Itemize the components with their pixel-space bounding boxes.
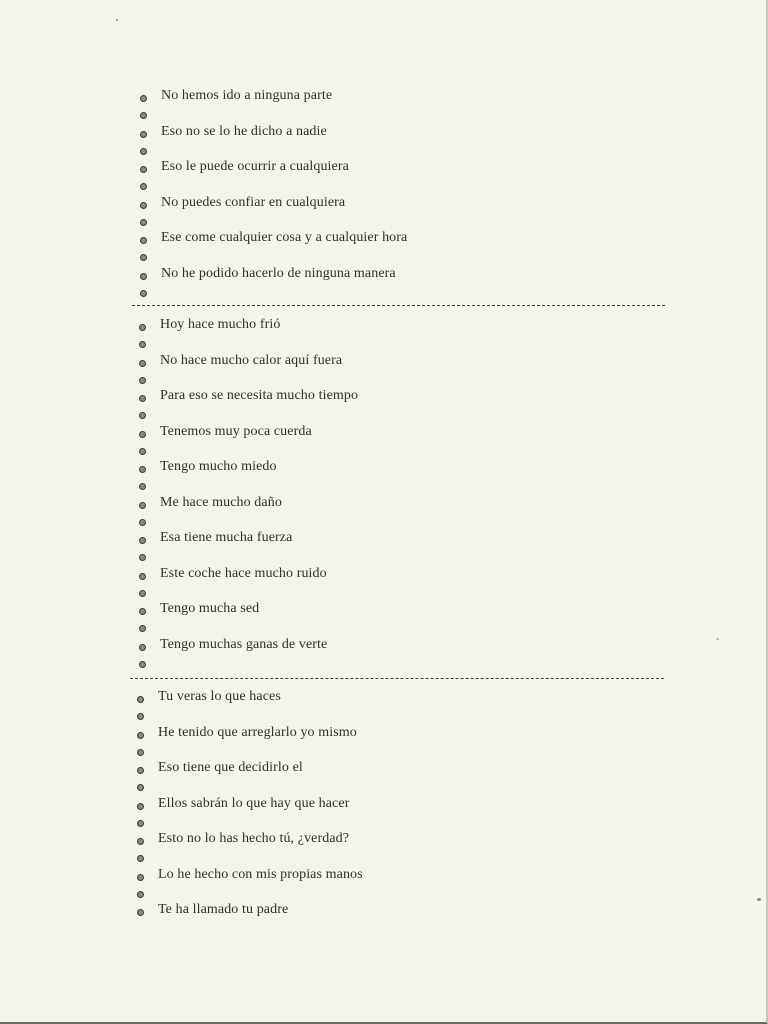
bullet-icon [139, 466, 146, 473]
bullet-icon [139, 395, 146, 402]
phrase-text: Este coche hace mucho ruido [160, 565, 327, 581]
list-item [130, 762, 670, 798]
bullet-icon [137, 855, 144, 862]
bullet-icon [139, 554, 146, 561]
bullet-icon [139, 625, 146, 632]
list-item [132, 565, 672, 604]
bullet-icon [139, 448, 146, 455]
bullet-icon [139, 502, 146, 509]
bullet-icon [139, 519, 146, 526]
bullet-icon [140, 131, 147, 138]
list-item [130, 795, 670, 834]
bullet-icon [137, 767, 144, 774]
bullet-icon [139, 324, 146, 331]
list-item [133, 194, 673, 233]
list-item [132, 390, 672, 426]
bullet-icon [139, 644, 146, 651]
list-item [133, 90, 673, 126]
bullet-icon [137, 874, 144, 881]
bullet-icon [140, 202, 147, 209]
phrase-text: No hemos ido a ninguna parte [161, 88, 333, 103]
list-item [132, 532, 672, 568]
bullet-icon [140, 183, 147, 190]
scan-speck [716, 638, 719, 640]
bullet-icon [139, 431, 146, 438]
phrase-text: Me hace mucho daño [160, 494, 282, 510]
phrase-text: Tenemos muy poca cuerda [160, 423, 312, 439]
list-item [132, 423, 672, 462]
list-item [133, 265, 673, 304]
bullet-icon [140, 290, 147, 297]
phrase-text: No puedes confiar en cualquiera [161, 194, 346, 210]
bullet-icon [140, 95, 147, 102]
phrase-text: He tenido que arreglarlo yo mismo [158, 724, 357, 740]
bullet-icon [140, 219, 147, 226]
phrase-list-section-1 [133, 90, 673, 303]
phrase-text: Eso tiene que decidirlo el [158, 760, 303, 775]
list-item [132, 603, 672, 639]
phrase-list-section-3 [130, 691, 670, 940]
bullet-icon [137, 838, 144, 845]
phrase-text: Te ha llamado tu padre [158, 902, 289, 917]
bullet-icon [137, 820, 144, 827]
bullet-icon [140, 112, 147, 119]
dashed-divider [132, 305, 665, 306]
phrase-text: No hace mucho calor aquí fuera [160, 352, 343, 368]
bullet-icon [140, 148, 147, 155]
phrase-list-section-2 [132, 319, 672, 674]
list-item [132, 636, 672, 675]
list-item [132, 319, 672, 355]
list-item [130, 904, 670, 940]
phrase-text: Esto no lo has hecho tú, ¿verdad? [158, 831, 350, 846]
phrase-text: Ese come cualquier cosa y a cualquier hora [161, 230, 408, 245]
bullet-icon [139, 341, 146, 348]
dashed-divider [130, 678, 664, 679]
bullet-icon [140, 237, 147, 244]
bullet-icon [139, 608, 146, 615]
bullet-icon [137, 749, 144, 756]
phrase-text: Tengo mucho miedo [160, 459, 277, 474]
phrase-text: Esa tiene mucha fuerza [160, 530, 293, 545]
bullet-icon [140, 254, 147, 261]
bullet-icon [137, 732, 144, 739]
list-item [130, 724, 670, 763]
list-item [132, 494, 672, 533]
bullet-icon [139, 590, 146, 597]
bullet-icon [139, 483, 146, 490]
bullet-icon [140, 273, 147, 280]
bullet-icon [137, 696, 144, 703]
phrase-text: Tu veras lo que haces [158, 689, 281, 704]
phrase-text: Ellos sabrán lo que hay que hacer [158, 795, 350, 811]
phrase-text: Tengo muchas ganas de verte [160, 636, 328, 652]
phrase-text: Eso le puede ocurrir a cualquiera [161, 159, 349, 174]
phrase-text: Eso no se lo he dicho a nadie [161, 123, 327, 139]
list-item [132, 461, 672, 497]
phrase-text: Para eso se necesita mucho tiempo [160, 388, 359, 403]
bullet-icon [137, 909, 144, 916]
bullet-icon [140, 166, 147, 173]
list-item [133, 232, 673, 268]
bullet-icon [139, 360, 146, 367]
list-item [132, 352, 672, 391]
scan-speck [116, 19, 118, 21]
phrase-text: Tengo mucha sed [160, 601, 260, 616]
list-item [130, 833, 670, 869]
list-item [133, 161, 673, 197]
bullet-icon [139, 377, 146, 384]
scan-speck [757, 898, 761, 901]
bullet-icon [139, 537, 146, 544]
list-item [133, 123, 673, 162]
phrase-text: Lo he hecho con mis propias manos [158, 866, 363, 882]
bullet-icon [137, 803, 144, 810]
bullet-icon [137, 784, 144, 791]
list-item [130, 691, 670, 727]
bullet-icon [139, 661, 146, 668]
bullet-icon [139, 573, 146, 580]
list-item [130, 866, 670, 905]
bullet-icon [137, 891, 144, 898]
phrase-text: Hoy hace mucho frió [160, 317, 281, 332]
bullet-icon [137, 713, 144, 720]
phrase-text: No he podido hacerlo de ninguna manera [161, 265, 396, 281]
bullet-icon [139, 412, 146, 419]
